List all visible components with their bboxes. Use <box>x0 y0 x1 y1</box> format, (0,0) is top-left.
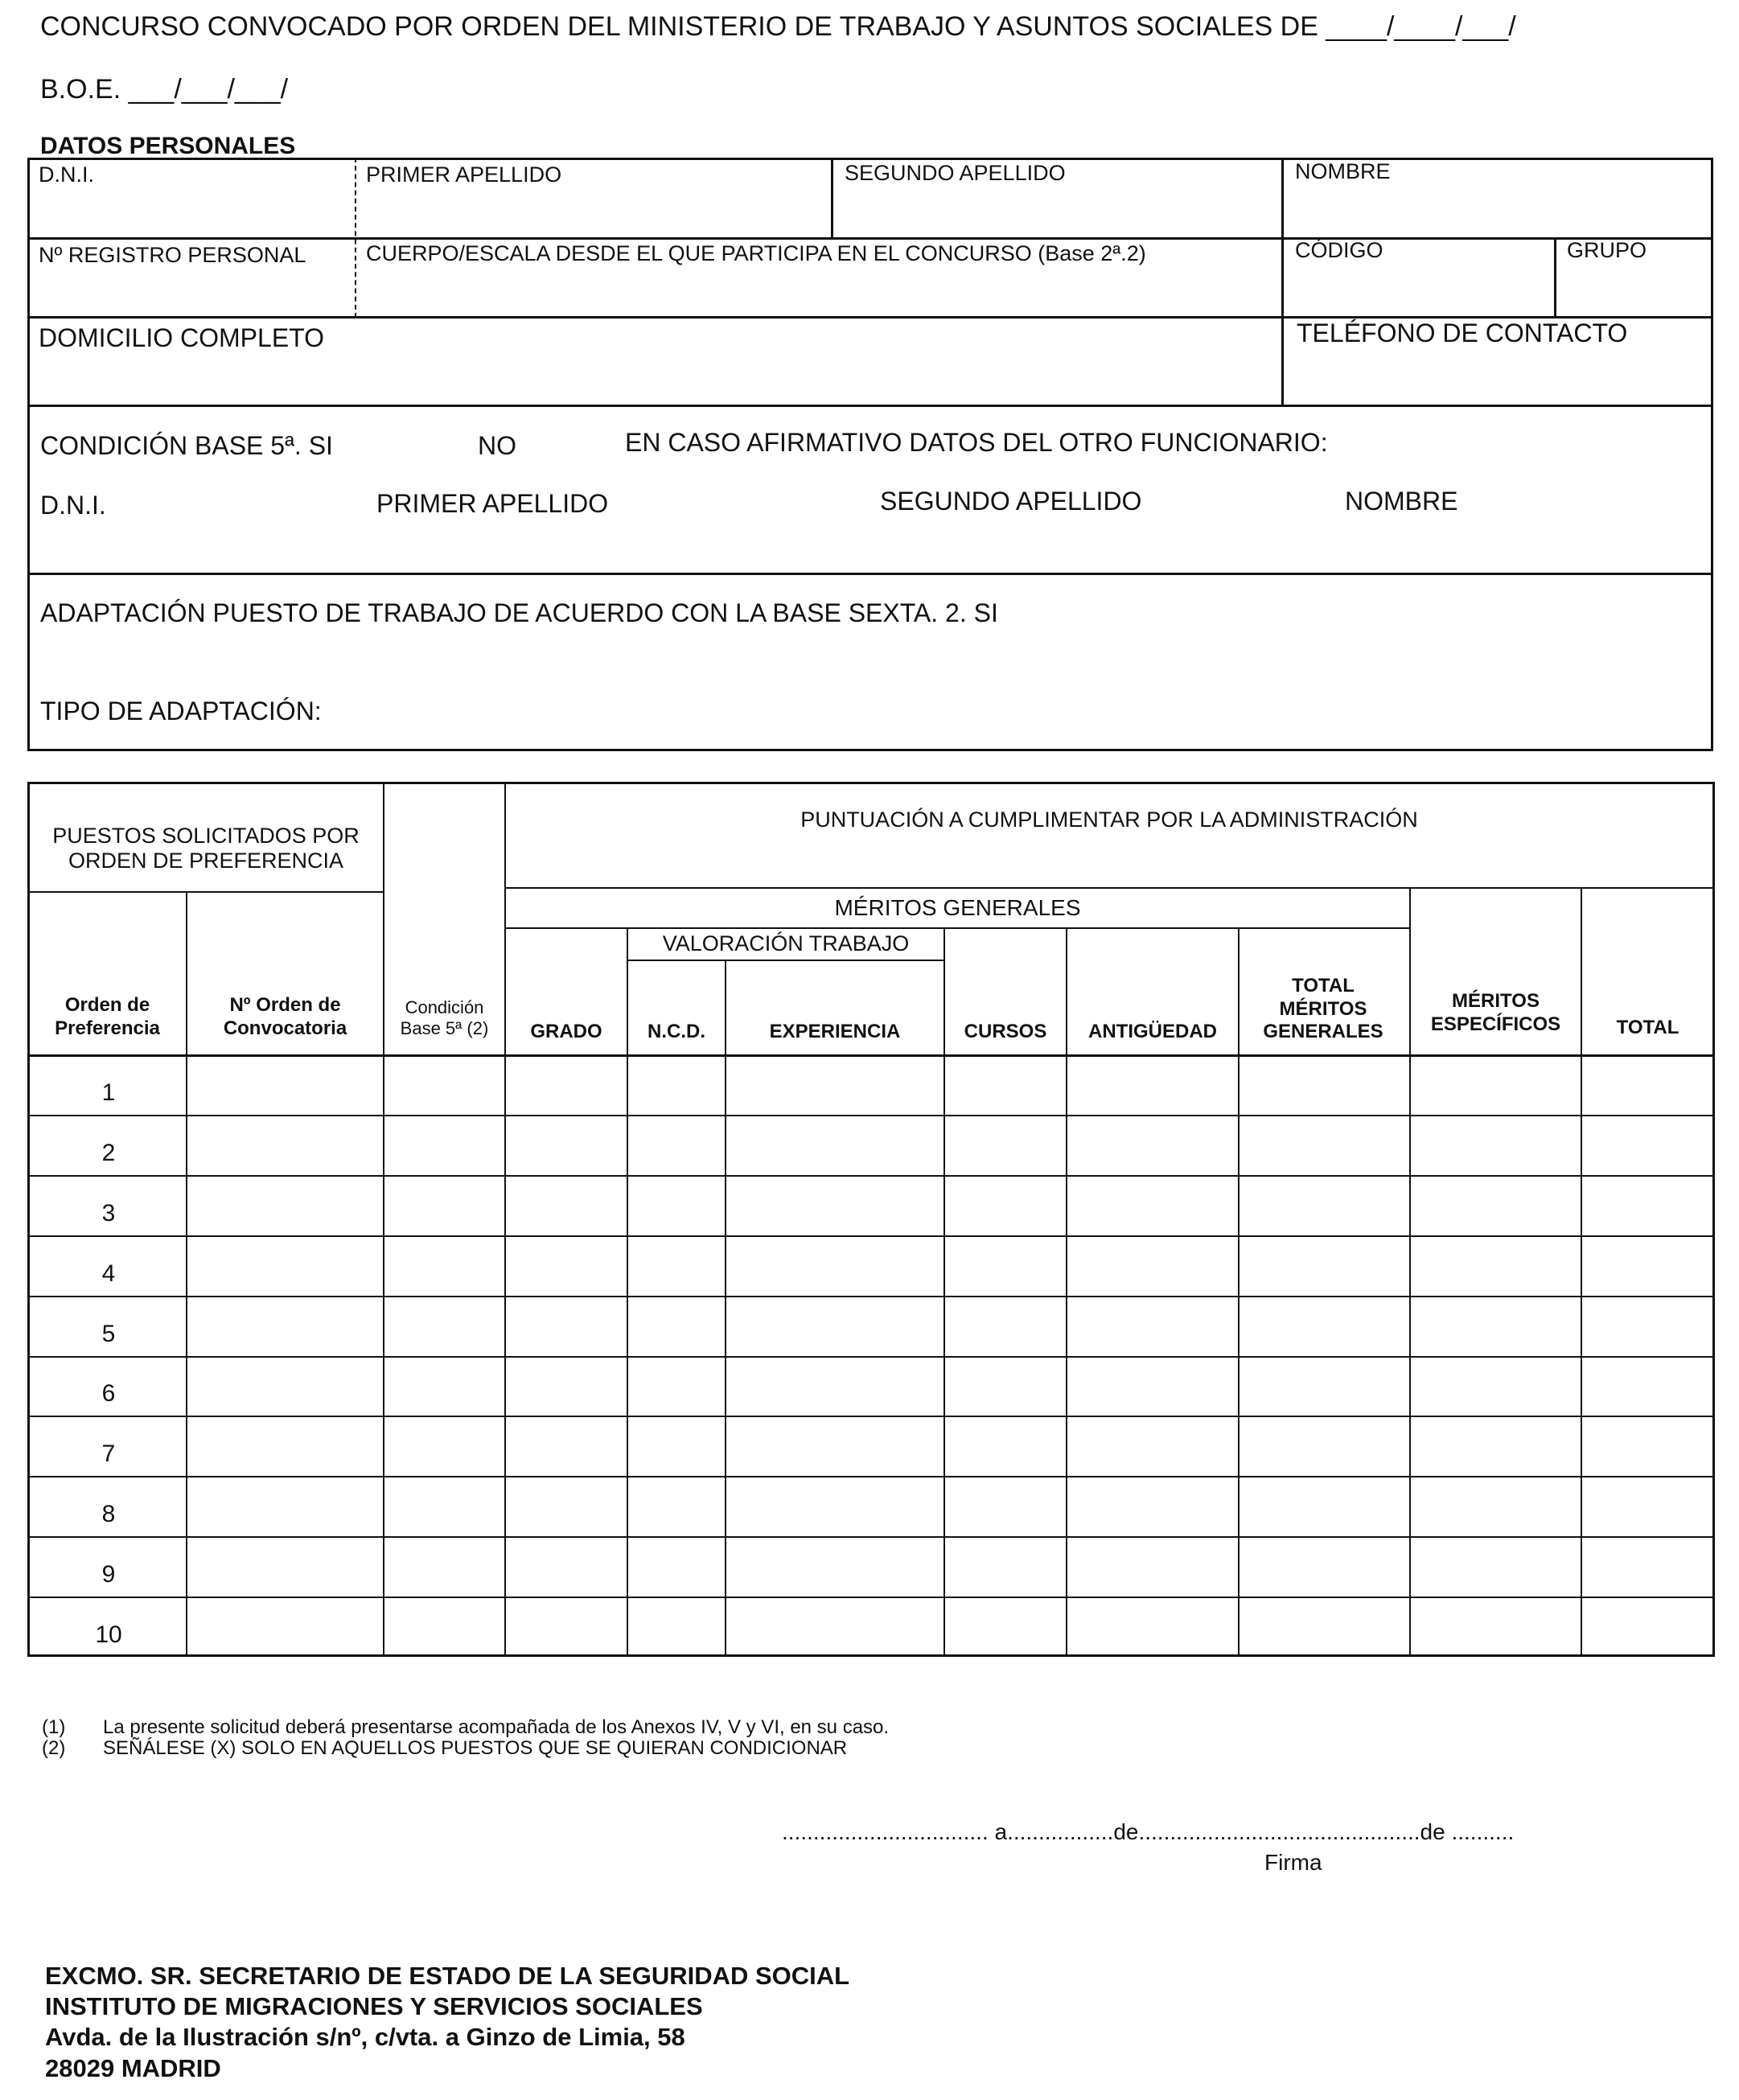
note-2: SEÑÁLESE (X) SOLO EN AQUELLOS PUESTOS QUE SE QUIERAN CONDICIONAR <box>103 1737 848 1759</box>
tipo-adaptacion-field[interactable] <box>314 692 1705 732</box>
column-divider <box>831 158 833 237</box>
nombre-field[interactable] <box>1286 193 1708 233</box>
boe-line: B.O.E. ___/___/___/ <box>40 74 289 105</box>
ncd-header: N.C.D. <box>648 1020 705 1042</box>
dni-field[interactable] <box>32 193 350 233</box>
cursos-header: CURSOS <box>964 1020 1047 1042</box>
registro-label: Nº REGISTRO PERSONAL <box>39 243 306 267</box>
meritos-generales-header: MÉRITOS GENERALES <box>834 894 1081 920</box>
total-meritos-generales-header: TOTAL MÉRITOS GENERALES <box>1263 974 1383 1043</box>
dni-label: D.N.I. <box>39 162 95 187</box>
section-title-datos-personales: DATOS PERSONALES <box>40 133 296 159</box>
address-line-4: 28029 MADRID <box>45 2054 221 2082</box>
registro-field[interactable] <box>32 273 350 312</box>
condicion-si-label: CONDICIÓN BASE 5ª. SI <box>40 431 333 460</box>
table-row[interactable] <box>29 1177 1713 1234</box>
grupo-field[interactable] <box>1559 269 1708 312</box>
note-1-number: (1) <box>42 1716 66 1738</box>
row-number: 3 <box>101 1200 116 1227</box>
valoracion-trabajo-header: VALORACIÓN TRABAJO <box>662 931 910 956</box>
table-row[interactable] <box>29 1297 1713 1354</box>
otro-funcionario-label: EN CASO AFIRMATIVO DATOS DEL OTRO FUNCIONARIO: <box>625 428 1328 457</box>
row-number: 5 <box>101 1321 116 1347</box>
row-number: 6 <box>101 1380 116 1407</box>
puestos-solicitados-header: PUESTOS SOLICITADOS POR ORDEN DE PREFERENCIA <box>52 823 360 873</box>
row-number: 8 <box>101 1501 116 1527</box>
experiencia-header: EXPERIENCIA <box>769 1020 901 1042</box>
header-divider <box>27 891 383 893</box>
table-row[interactable] <box>29 1417 1713 1474</box>
segundo-apellido-field[interactable] <box>836 193 1276 233</box>
table-row[interactable] <box>29 1477 1713 1535</box>
total-header: TOTAL <box>1616 1016 1679 1038</box>
adaptacion-label: ADAPTACIÓN PUESTO DE TRABAJO DE ACUERDO CON LA BASE SEXTA. 2. SI <box>40 598 998 627</box>
primer-apellido2-label: PRIMER APELLIDO <box>376 489 609 518</box>
telefono-field[interactable] <box>1286 354 1708 400</box>
table-row[interactable] <box>29 1116 1713 1173</box>
grado-header: GRADO <box>530 1020 602 1042</box>
address-line-2: INSTITUTO DE MIGRACIONES Y SERVICIOS SOCIALES <box>45 1992 703 2020</box>
domicilio-field[interactable] <box>32 358 1275 400</box>
segundo-apellido2-label: SEGUNDO APELLIDO <box>880 487 1142 516</box>
puntuacion-header: PUNTUACIÓN A CUMPLIMENTAR POR LA ADMINISTRACIÓN <box>800 808 1418 832</box>
table-row[interactable] <box>29 1538 1713 1595</box>
row-number: 9 <box>101 1561 116 1588</box>
row-number: 7 <box>101 1440 116 1467</box>
address-line-1: EXCMO. SR. SECRETARIO DE ESTADO DE LA SEGURIDAD SOCIAL <box>45 1962 850 1990</box>
primer-apellido-field[interactable] <box>360 193 826 233</box>
grupo-label: GRUPO <box>1567 238 1647 262</box>
domicilio-label: DOMICILIO COMPLETO <box>39 323 325 352</box>
codigo-field[interactable] <box>1286 269 1549 312</box>
row-divider <box>27 405 1713 407</box>
cuerpo-label: CUERPO/ESCALA DESDE EL QUE PARTICIPA EN EL CONCURSO (Base 2ª.2) <box>366 241 1146 265</box>
tipo-adaptacion-label: TIPO DE ADAPTACIÓN: <box>40 697 322 725</box>
segundo-apellido-label: SEGUNDO APELLIDO <box>845 161 1066 185</box>
row-number: 10 <box>95 1621 122 1648</box>
meritos-especificos-header: MÉRITOS ESPECÍFICOS <box>1430 990 1561 1035</box>
num-orden-header: Nº Orden de Convocatoria <box>223 994 347 1039</box>
table-row[interactable] <box>29 1358 1713 1415</box>
nombre-label: NOMBRE <box>1295 159 1391 183</box>
row-number: 1 <box>101 1079 116 1106</box>
note-1: La presente solicitud deberá presentarse acompañada de los Anexos IV, V y VI, en su caso. <box>103 1716 890 1738</box>
convocatoria-line: CONCURSO CONVOCADO POR ORDEN DEL MINISTERIO DE TRABAJO Y ASUNTOS SOCIALES DE ____/____/___/ <box>40 11 1516 42</box>
firma-label: Firma <box>1264 1850 1322 1875</box>
note-2-number: (2) <box>42 1737 66 1759</box>
table-row[interactable] <box>29 1237 1713 1294</box>
header-divider <box>627 960 944 961</box>
column-divider <box>355 158 356 318</box>
address-line-3: Avda. de la Ilustración s/nº, c/vta. a Ginzo de Limia, 58 <box>45 2023 685 2051</box>
row-divider <box>27 573 1713 575</box>
column-divider <box>1554 237 1556 316</box>
primer-apellido-label: PRIMER APELLIDO <box>366 162 562 187</box>
dni2-label: D.N.I. <box>40 491 106 520</box>
codigo-label: CÓDIGO <box>1295 238 1383 262</box>
row-number: 4 <box>101 1260 116 1287</box>
date-place-line[interactable]: ................................. a.................de.............................................de .......... <box>782 1819 1515 1844</box>
column-divider <box>1281 158 1284 405</box>
condicion-no-label: NO <box>478 431 516 460</box>
row-divider <box>27 237 1713 240</box>
telefono-label: TELÉFONO DE CONTACTO <box>1297 318 1628 347</box>
row-number: 2 <box>101 1140 116 1166</box>
orden-preferencia-header: Orden de Preferencia <box>55 994 160 1039</box>
table-row[interactable] <box>29 1598 1713 1655</box>
cuerpo-field[interactable] <box>360 273 1276 312</box>
nombre2-label: NOMBRE <box>1345 487 1458 516</box>
condicion-base-header: Condición Base 5ª (2) <box>400 997 489 1038</box>
table-row[interactable] <box>29 1056 1713 1113</box>
antiguedad-header: ANTIGÜEDAD <box>1088 1020 1217 1042</box>
